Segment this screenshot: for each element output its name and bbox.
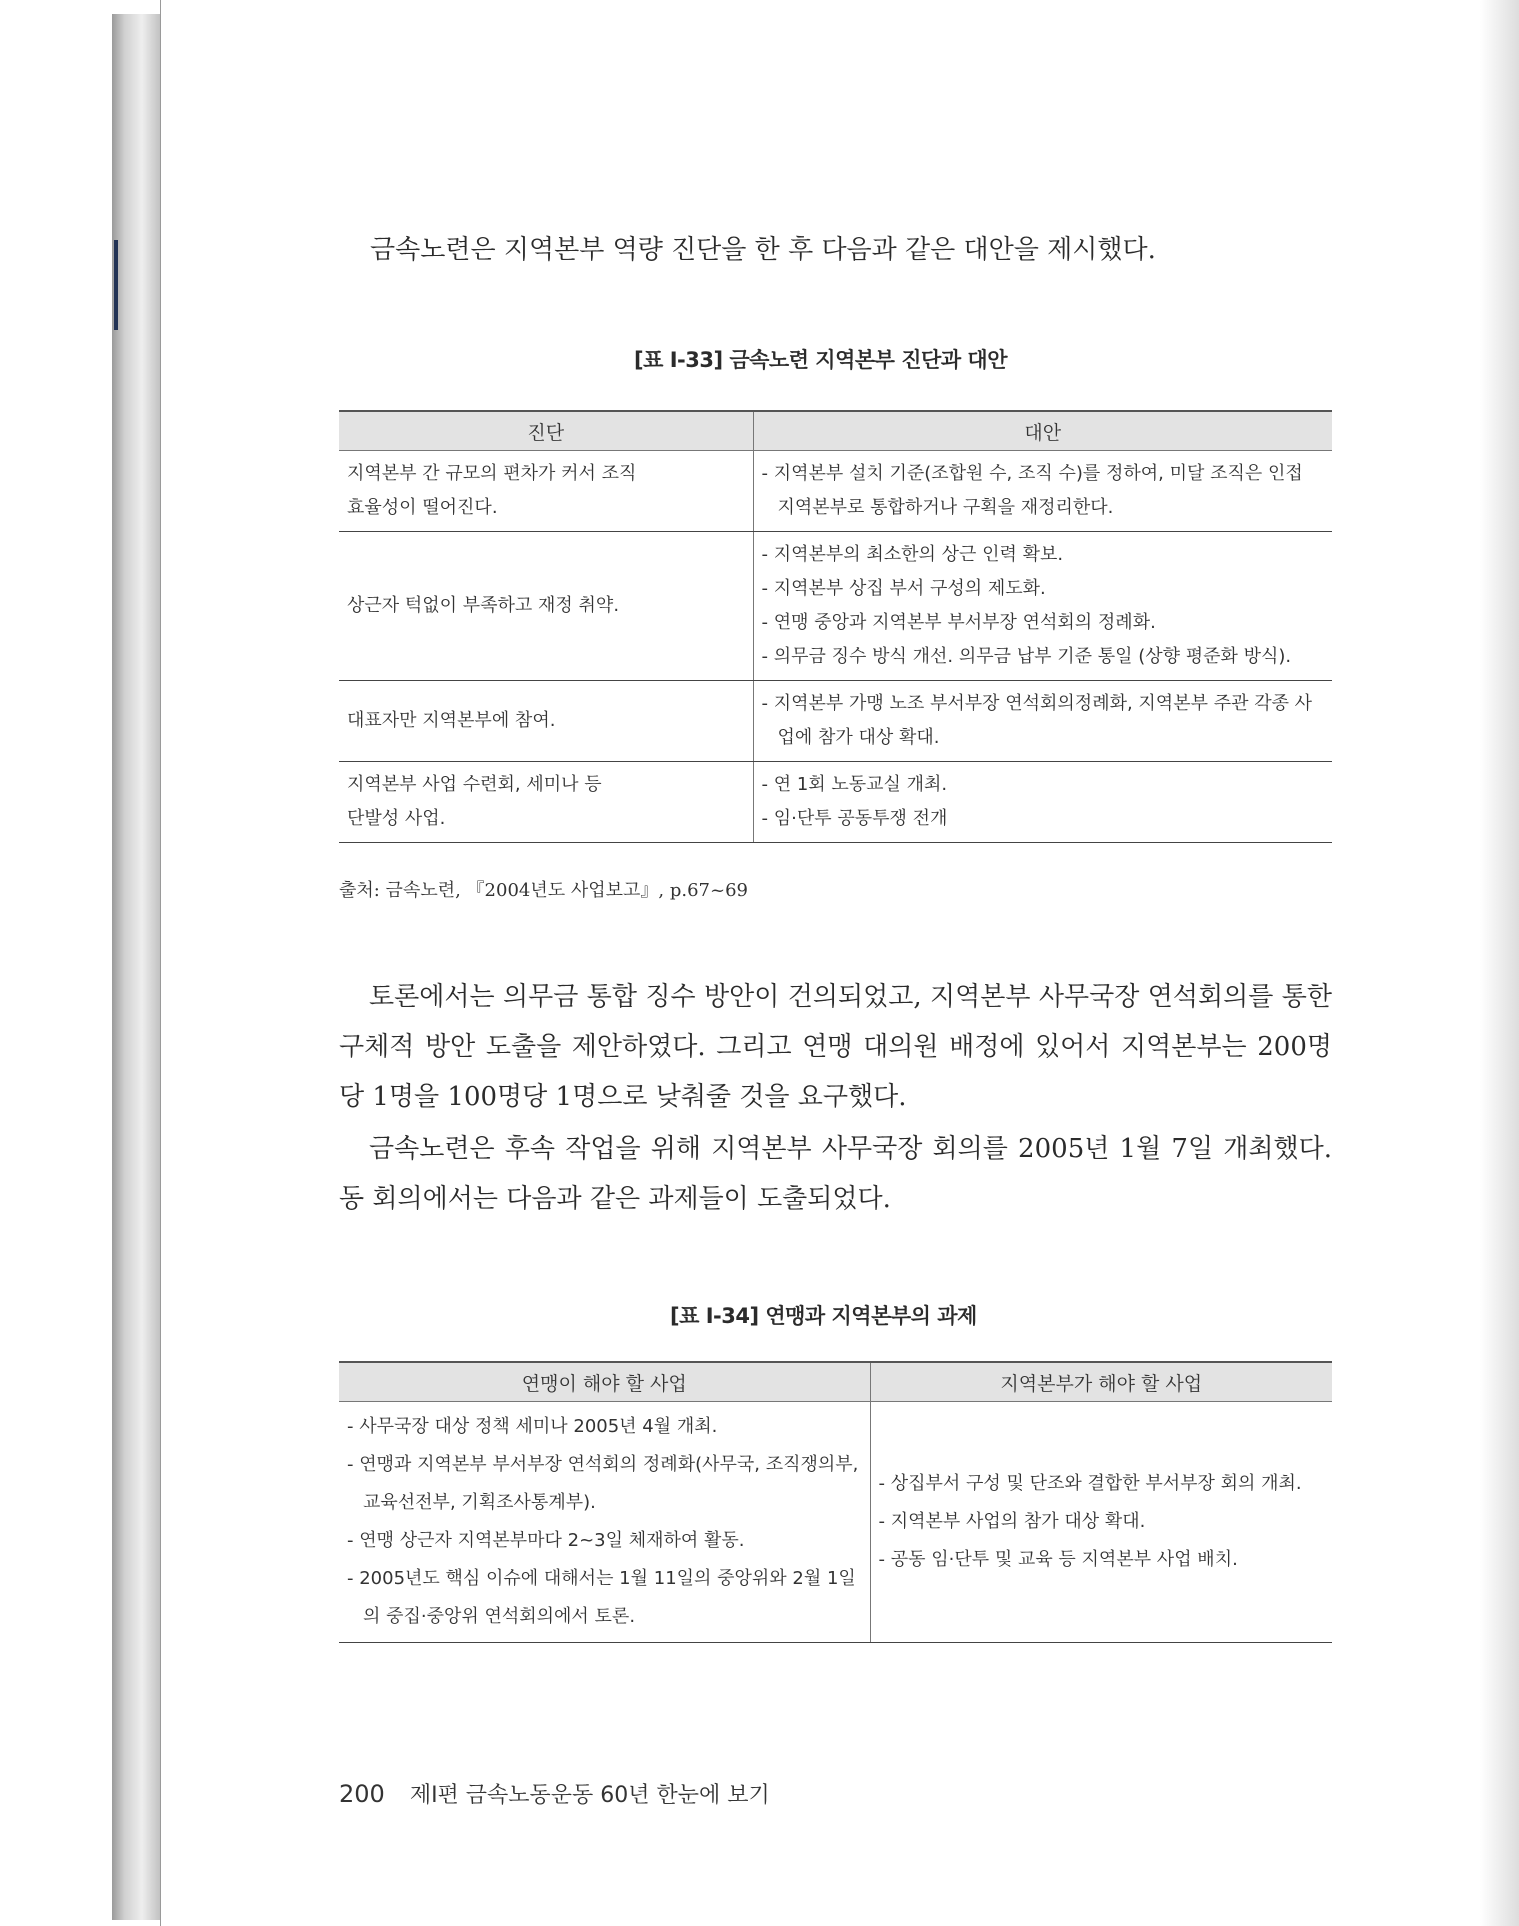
task-item: - 연맹과 지역본부 부서부장 연석회의 정례화(사무국, 조직쟁의부, 교육선전부, 기획조사통계부). (347, 1454, 859, 1513)
task-item: - 공동 임·단투 및 교육 등 지역본부 사업 배치. (878, 1549, 1238, 1570)
task-item: - 지역본부 사업의 참가 대상 확대. (878, 1511, 1146, 1532)
intro-paragraph: 금속노련은 지역본부 역량 진단을 한 후 다음과 같은 대안을 제시했다. (370, 235, 1156, 265)
book-cover-edge (114, 240, 118, 330)
table2-header-federation: 연맹이 해야 할 사업 (339, 1362, 870, 1402)
table2 (339, 1361, 1332, 1643)
task-item: - 상집부서 구성 및 단조와 결합한 부서부장 회의 개최. (878, 1473, 1302, 1494)
alternative-item: - 연맹 중앙과 지역본부 부서부장 연석회의 정례화. (761, 612, 1156, 633)
table2-header-regional: 지역본부가 해야 할 사업 (870, 1362, 1332, 1402)
alternative-item: - 연 1회 노동교실 개최. (761, 774, 948, 795)
diagnosis-line: 지역본부 사업 수련회, 세미나 등 (347, 774, 602, 795)
book-edge (112, 14, 162, 1920)
alternative-cell (753, 681, 1332, 762)
alternative-item: - 지역본부 설치 기준(조합원 수, 조직 수)를 정하여, 미달 조직은 인접 지역본부로 통합하거나 구획을 재정리한다. (761, 463, 1303, 518)
table1 (339, 410, 1332, 843)
task-item: - 2005년도 핵심 이슈에 대해서는 1월 11일의 중앙위와 2월 1일의 중집·중앙위 연석회의에서 토론. (347, 1568, 856, 1627)
federation-tasks-cell (339, 1402, 870, 1643)
alternative-cell (753, 532, 1332, 681)
diagnosis-line: 상근자 턱없이 부족하고 재정 취약. (347, 595, 620, 616)
table1-header-diagnosis: 진단 (339, 411, 753, 451)
section-title: 제Ⅰ편 금속노동운동 60년 한눈에 보기 (409, 1783, 770, 1808)
page-number: 200 (339, 1780, 385, 1808)
regional-tasks-cell (870, 1402, 1332, 1643)
alternative-item: - 임·단투 공동투쟁 전개 (761, 808, 948, 829)
table-row (339, 451, 1332, 532)
table-row (339, 532, 1332, 681)
alternative-item: - 지역본부 가맹 노조 부서부장 연석회의정례화, 지역본부 주관 각종 사업에 참가 대상 확대. (761, 693, 1313, 748)
alternative-item: - 지역본부 상집 부서 구성의 제도화. (761, 578, 1046, 599)
page-footer (339, 1778, 770, 1809)
table1-caption: [표 Ⅰ-33] 금속노련 지역본부 진단과 대안 (634, 348, 1008, 372)
diagnosis-cell (339, 532, 753, 681)
diagnosis-line: 단발성 사업. (347, 808, 446, 829)
discussion-paragraph: 토론에서는 의무금 통합 징수 방안이 건의되었고, 지역본부 사무국장 연석회의를 통한 구체적 방안 도출을 제안하였다. 그리고 연맹 대의원 배정에 있어서 지역본부는 200명 당 1명을 100명당 1명으로 낮춰줄 것을 요구했다. (339, 982, 1332, 1112)
diagnosis-cell (339, 762, 753, 843)
task-item: - 사무국장 대상 정책 세미나 2005년 4월 개최. (347, 1416, 718, 1437)
diagnosis-line: 지역본부 간 규모의 편차가 커서 조직 (347, 463, 637, 484)
alternative-cell (753, 451, 1332, 532)
table1-header-alternative: 대안 (753, 411, 1332, 451)
alternative-item: - 지역본부의 최소한의 상근 인력 확보. (761, 544, 1064, 565)
diagnosis-cell (339, 451, 753, 532)
table2-caption: [표 Ⅰ-34] 연맹과 지역본부의 과제 (670, 1304, 977, 1328)
table1-source: 출처: 금속노련, 『2004년도 사업보고』, p.67~69 (339, 880, 748, 901)
table-row (339, 762, 1332, 843)
page-shadow (1480, 0, 1519, 1926)
diagnosis-line: 대표자만 지역본부에 참여. (347, 710, 556, 731)
meeting-paragraph: 금속노련은 후속 작업을 위해 지역본부 사무국장 회의를 2005년 1월 7일 개최했다. 동 회의에서는 다음과 같은 과제들이 도출되었다. (339, 1134, 1332, 1214)
alternative-item: - 의무금 징수 방식 개선. 의무금 납부 기준 통일 (상향 평준화 방식). (761, 646, 1292, 667)
diagnosis-line: 효율성이 떨어진다. (347, 497, 498, 518)
alternative-cell (753, 762, 1332, 843)
table-row (339, 1402, 1332, 1643)
task-item: - 연맹 상근자 지역본부마다 2~3일 체재하여 활동. (347, 1530, 745, 1551)
diagnosis-cell (339, 681, 753, 762)
table-row (339, 681, 1332, 762)
